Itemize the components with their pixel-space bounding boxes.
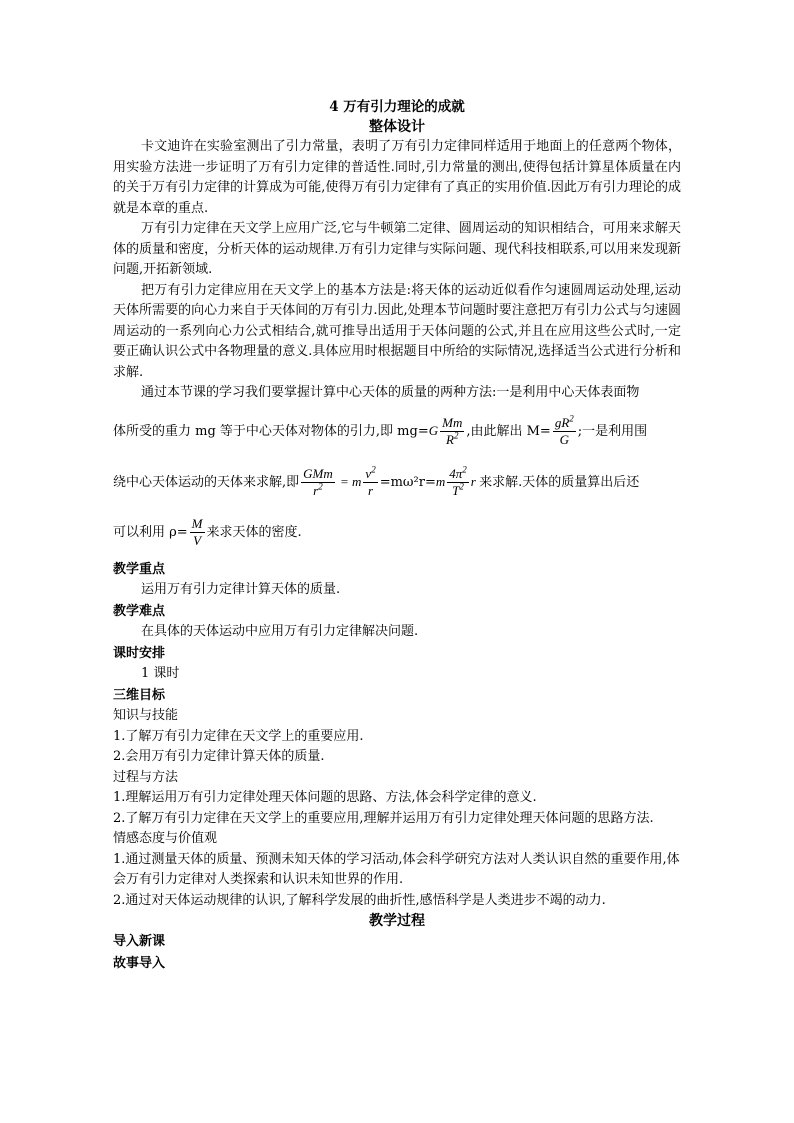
formula-m-over-v: $\frac{M}{V}$ xyxy=(191,515,203,548)
key-points-heading: 教学重点 xyxy=(113,561,166,577)
formula-gmm-over-r2: $\frac{\text{GMm}}{r^2}$ xyxy=(303,465,333,498)
knowledge-item-2: 2.会用万有引力定律计算天体的质量. xyxy=(113,749,325,764)
attitude-heading: 情感态度与价值观 xyxy=(113,831,218,846)
paragraph-2: 万有引力定律在天文学上应用广泛,它与牛顿第二定律、圆周运动的知识相结合，可用来求解天体的质量和密度，分析天体的运动规律.万有引力定律与实际问题、现代科技相联系,可以用来发现新问题,开拓新领域. xyxy=(113,221,681,277)
method-text: 绕中心天体运动的天体来求解,即 xyxy=(113,474,300,490)
difficulty-text: 在具体的天体运动中应用万有引力定律解决问题. xyxy=(141,624,419,639)
schedule-heading: 课时安排 xyxy=(113,645,166,661)
method-text: =mω²r= xyxy=(379,474,436,490)
method-text: 来求解.天体的质量算出后还 xyxy=(479,474,640,490)
schedule-text: 1 课时 xyxy=(141,666,180,681)
key-points-text: 运用万有引力定律计算天体的质量. xyxy=(141,582,341,597)
document-page xyxy=(113,97,681,974)
paragraph-1: 卡文迪许在实验室测出了引力常量，表明了万有引力定律同样适用于地面上的任意两个物体，用实验方法进一步证明了万有引力定律的普适性.同时,引力常量的测出,使得包括计算星体质量在内的关于万有引力定律的计算成为可能,使得万有引力定律有了真正的实用价值.因此万有引力理论的成就是本章的重点. xyxy=(113,139,681,216)
process-item-2: 2.了解万有引力定律在天文学上的重要应用,理解并运用万有引力定律处理天体问题的思路方法. xyxy=(113,810,654,826)
teaching-process-heading: 教学过程 xyxy=(369,913,425,929)
process-item-1: 1.理解运用万有引力定律处理天体问题的思路、方法,体会科学定律的意义. xyxy=(113,790,537,805)
formula-g: G xyxy=(428,422,439,438)
attitude-item-1: 1.通过测量天体的质量、预测未知天体的学习活动,体会科学研究方法对人类认识自然的重要作用,体会万有引力定律对人类探索和认识未知世界的作用. xyxy=(113,851,680,887)
method-text: 来求天体的密度. xyxy=(206,524,302,540)
method-paragraph-line3: 绕中心天体运动的天体来求解,即 $\frac{\text{GMm}}{r^2}$ = m $\frac{v^2}{r}$ =mω²r=m $\frac{4\pi^2}{T^2}$ r 来求解.天体的质量算出后还 xyxy=(113,464,640,498)
method-paragraph-line4 xyxy=(113,510,681,556)
intro-heading: 导入新课 xyxy=(113,934,166,949)
method-text: ,由此解出 M= xyxy=(466,423,551,439)
knowledge-heading: 知识与技能 xyxy=(113,708,179,723)
method-text: 可以利用 ρ= xyxy=(113,524,188,540)
attitude-item-2: 2.通过对天体运动规律的认识,了解科学发展的曲折性,感悟科学是人类进步不竭的动力. xyxy=(113,892,606,908)
process-heading: 过程与方法 xyxy=(113,769,179,785)
formula-v2-over-r: $\frac{v^2}{r}$ xyxy=(365,464,376,498)
story-heading: 故事导入 xyxy=(113,955,166,971)
formula-4pi2-over-t2: $\frac{4\pi^2}{T^2}$ xyxy=(449,464,467,498)
formula-mm-over-r2: $\frac{Mm}{R^2}$ xyxy=(442,414,463,447)
method-text: 体所受的重力 mg 等于中心天体对物体的引力,即 mg= xyxy=(113,423,429,439)
knowledge-item-1: 1.了解万有引力定律在天文学上的重要应用. xyxy=(113,728,364,744)
method-text: ;一是利用围 xyxy=(577,423,648,439)
formula-gr2-over-g: $\frac{gR^2}{G}$ xyxy=(554,413,574,447)
method-paragraph-line2 xyxy=(113,408,681,455)
goals-heading: 三维目标 xyxy=(113,687,166,703)
difficulty-heading: 教学难点 xyxy=(113,603,166,619)
paragraph-3: 把万有引力定律应用在天文学上的基本方法是:将天体的运动近似看作匀速圆周运动处理,运动天体所需要的向心力来自于天体间的万有引力.因此,处理本节问题时要注意把万有引力公式与匀速圆周运动的一系列向心力公式相结合,就可推导出适用于天体问题的公式,并且在应用这些公式时,一定要正确认识公式中各物理量的意义.具体应用时根据题目中所给的实际情况,选择适当公式进行分析和求解. xyxy=(113,282,681,380)
overall-design-heading: 整体设计 xyxy=(369,119,425,135)
page-title: 4 万有引力理论的成就 xyxy=(329,99,465,115)
method-paragraph-line1: 通过本节课的学习我们要掌握计算中心天体的质量的两种方法:一是利用中心天体表面物 xyxy=(141,385,640,400)
